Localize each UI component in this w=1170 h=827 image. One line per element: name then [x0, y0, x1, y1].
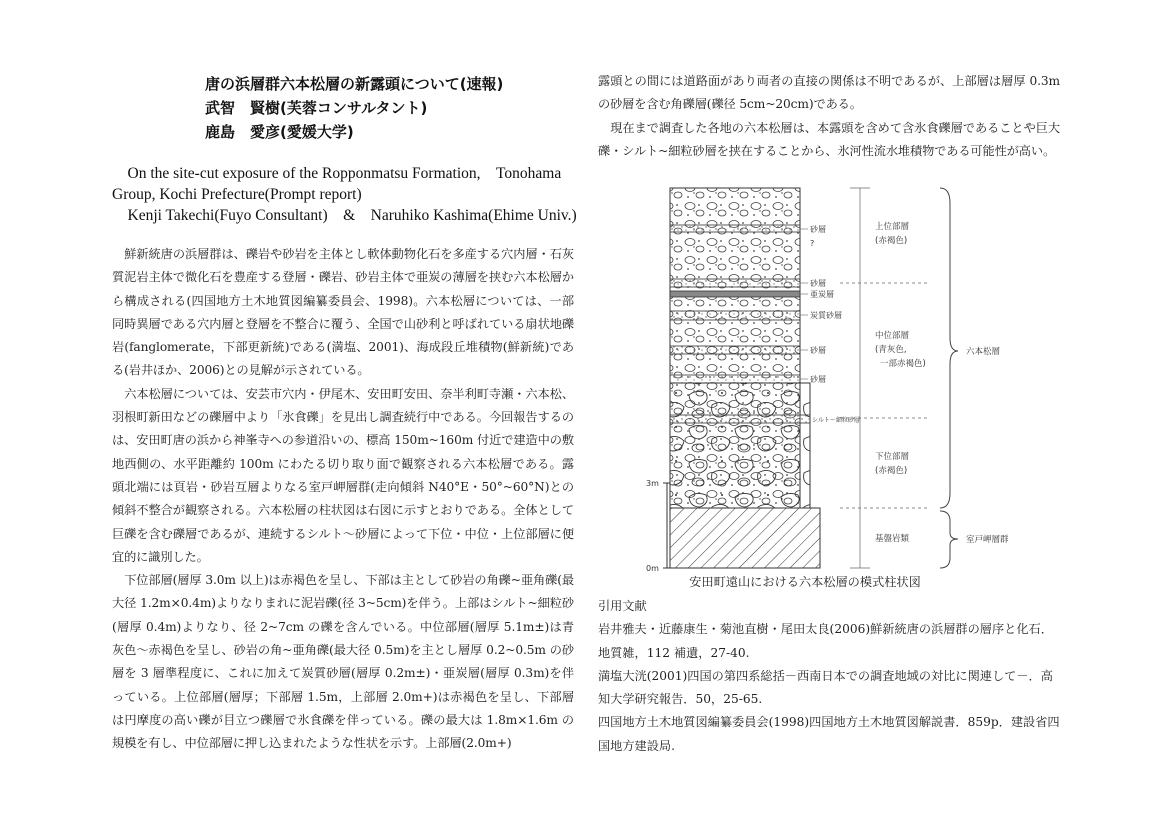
unit-label-middle: (青灰色, — [875, 345, 907, 355]
group-label: 六本松層 — [966, 347, 1001, 357]
layer-label: シルト～細粒砂層 — [812, 417, 860, 424]
scale-label: 3m — [646, 479, 659, 488]
unit-label-upper: 上位部層 — [875, 222, 910, 232]
english-title-block — [112, 163, 582, 226]
unit-label-upper: (赤褐色) — [875, 236, 908, 246]
column-body — [670, 188, 820, 568]
english-title-line: Group, Kochi Prefecture(Prompt report) — [112, 186, 362, 203]
layer-label: 砂層 — [810, 375, 826, 384]
paragraph: 下位部層(層厚 3.0m 以上)は赤褐色を呈し、下部は主として砂岩の角礫~亜角礫(最大径 1.2m×0.4m)よりなりまれに泥岩礫(径 3~5cm)を伴う。上部はシルト~細粒砂(層厚 0.4m)よりなり、径 2~7cm の礫を含んでいる。中位部層(層厚 5.1m±)は青灰色～赤褐色を呈し、砂岩の角~亜角礫(最大径 0.5m)を主とし層厚 0.2~0.5m の砂層を 3 層準程度に、これに加えて炭質砂層(層厚 0.2m±)・亜炭層(層厚 0.3m)を伴っている。上位部層(層厚；下部層 1.5m，上部層 2.0m+)は赤褐色を呈し、下部層は円摩度の高い礫が目立つ礫層で氷食礫を伴っている。礫の最大は 1.8m×1.6m の規模を有し、中位部層に押し込まれたような性状を示す。上部層(2.0m+) — [112, 573, 574, 751]
paragraph: 六本松層については、安芸市穴内・伊尾木、安田町安田、奈半利町寺瀬・六本松、羽根町新田などの礫層中より「氷食礫」を見出し調査続行中である。今回報告するのは、安田町唐の浜から神峯寺への参道沿いの、標高 150m~160m 付近で建造中の敷地西側の、水平距離約 100m にわたる切り取り面で観察される六本松層である。露頭北端には頁岩・砂岩互層よりなる室戸岬層群(走向傾斜 N40°E・50°~60°N)との傾斜不整合が観察される。六本松層の柱状図は右図に示すとおりである。全体として巨礫を含む礫層であるが、連続するシルト～砂層によって下位・中位・上位部層に便宜的に識別した。 — [112, 386, 574, 564]
reference-item: 岩井雅夫・近藤康生・菊池直樹・尾田太良(2006)鮮新統唐の浜層群の層序と化石．地質雑，112 補遺，27-40. — [598, 622, 1053, 660]
paragraph: 現在まで調査した各地の六本松層は、本露頭を含めて含氷食礫層であることや巨大礫・シルト~細粒砂層を挟在することから、氷河性流水堆積物である可能性が高い。 — [598, 120, 1060, 158]
title-line: 唐の浜層群六本松層の新露頭について(速報) — [205, 75, 504, 93]
references-heading: 引用文献 — [598, 599, 647, 613]
layer-label: 砂層 — [810, 346, 826, 355]
scale-label: 0m — [646, 564, 659, 573]
group-brace — [940, 188, 958, 568]
english-title-line: On the site-cut exposure of the Ropponmatsu Formation, Tonohama — [112, 165, 562, 182]
columnar-section-figure — [640, 183, 1040, 595]
paragraph: 露頭との間には道路面があり両者の直接の関係は不明であるが、上部層は層厚 0.3m の砂層を含む角礫層(礫径 5cm~20cm)である。 — [598, 74, 1060, 112]
left-body-text — [112, 243, 574, 756]
unit-label-middle: 中位部層 — [875, 331, 910, 341]
right-body-text — [598, 70, 1060, 163]
paragraph: 鮮新統唐の浜層群は、礫岩や砂岩を主体とし軟体動物化石を多産する穴内層・石灰質泥岩主体で微化石を豊産する登層・礫岩、砂岩主体で亜炭の薄層を挟む六本松層から構成される(四国地方土木地質図編纂委員会、1998)。六本松層については、一部同時異層である穴内層と登層を不整合に覆う、全国で山砂利と呼ばれている扇状地礫岩(fanglomerate，下部更新統)である(満塩、2001)、海成段丘堆積物(鮮新統)である(岩井ほか、2006)との見解が示されている。 — [112, 247, 574, 378]
group-label: 室戸岬層群 — [966, 535, 1009, 545]
author-line: 武智 賢樹(芙蓉コンサルタント) — [205, 99, 428, 117]
layer-label: 亜炭層 — [810, 290, 834, 299]
figure-caption: 安田町遠山における六本松層の模式柱状図 — [689, 575, 921, 589]
layer-label: 炭質砂層 — [810, 311, 842, 320]
reference-item: 満塩大洸(2001)四国の第四系総括－西南日本での調査地域の対比に関連して－．高知大学研究報告．50，25-65. — [598, 668, 1053, 707]
layer-label: ? — [810, 239, 815, 248]
scale-bar — [646, 479, 670, 573]
unit-label-lower: (赤褐色) — [875, 466, 908, 476]
title-block — [205, 72, 503, 144]
reference-item: 四国地方土木地質図編纂委員会(1998)四国地方土木地質図解説書．859p．建設省四国地方建設局. — [598, 715, 1060, 753]
author-line: 鹿島 愛彦(愛媛大学) — [205, 123, 354, 141]
unit-label-lower: 下位部層 — [875, 452, 910, 462]
layer-label: 砂層 — [810, 225, 826, 234]
unit-label-middle: 一部赤褐色) — [880, 359, 926, 369]
unit-label-base: 基盤岩類 — [875, 534, 910, 544]
english-authors-line: Kenji Takechi(Fuyo Consultant) & Naruhiko Kashima(Ehime Univ.) — [112, 207, 577, 224]
layer-label: 砂層 — [810, 279, 826, 288]
references-section — [598, 595, 1060, 758]
